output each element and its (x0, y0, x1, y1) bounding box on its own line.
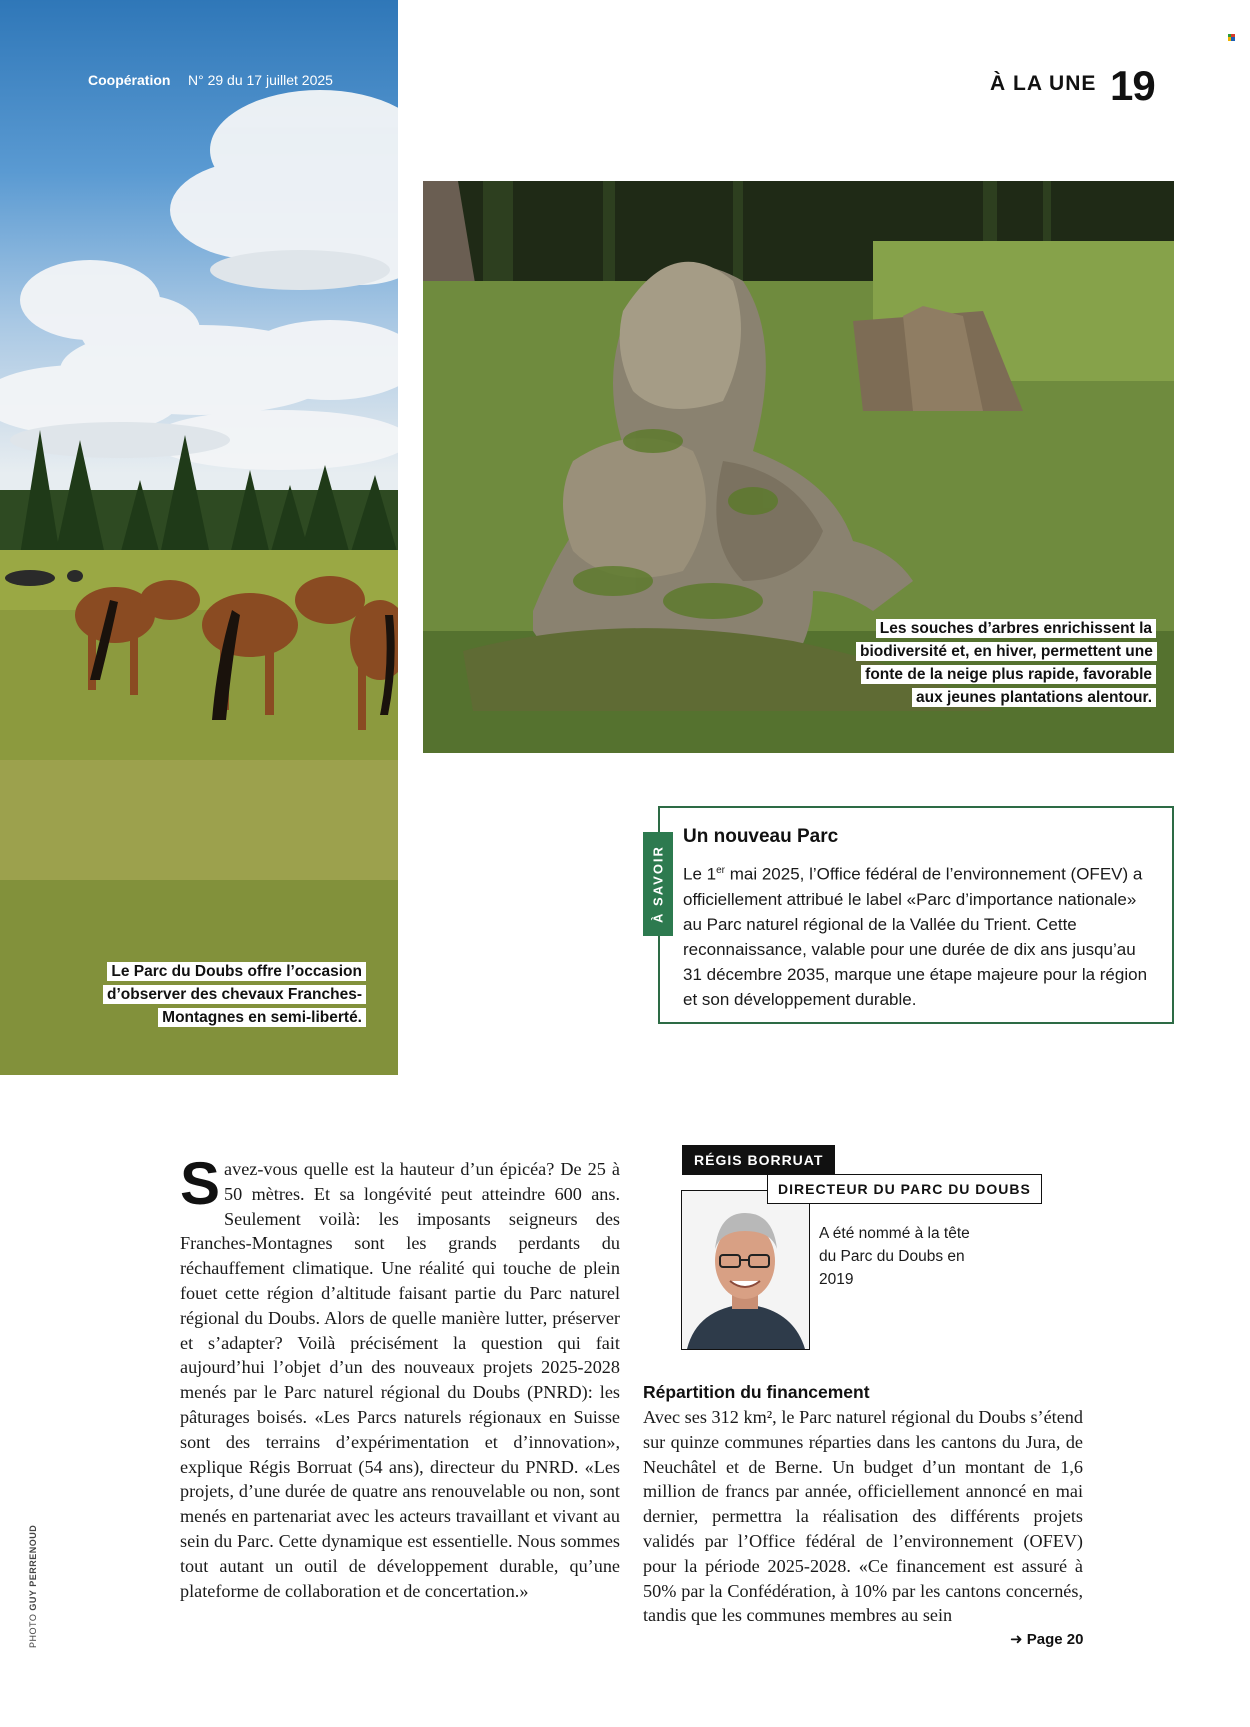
portrait-illustration (682, 1191, 809, 1349)
article-column-2: Avec ses 312 km², le Parc naturel régional du Doubs s’étend sur quinze communes réparties dans les cantons du Jura, de Neuchâtel et de Berne. Un budget d’un montant de 1,6 million de francs par année, officiellement annoncé en mai dernier, permettra la réalisation des différents projets validés par l’Office fédéral de l’environnement (OFEV) pour la période 2025-2028. «Ce financement est assuré à 50% par la Confédération, à 10% par les cantons concernés, tandis que les communes membres au sein (643, 1407, 1083, 1626)
magazine-name: Coopération (88, 72, 171, 88)
photo-credit (28, 1525, 38, 1648)
person-name: RÉGIS BORRUAT (682, 1145, 835, 1175)
info-box-text: mai 2025, l’Office fédéral de l’environnement (OFEV) a officiellement attribué le label «Parc d’importance nationale» au Parc naturel régional de la Vallée du Trient. Cette reconnaissance, valable pour une durée de dix ans jusqu’au 31 décembre 2035, marque une étape majeure pour la région et son développement durable. (683, 864, 1148, 1009)
issue-date: N° 29 du 17 juillet 2025 (188, 72, 333, 88)
info-box-day: Le 1 (683, 864, 717, 884)
info-box-title: Un nouveau Parc (683, 826, 839, 847)
article-col1-text: avez-vous quelle est la hauteur d’un épicéa? De 25 à 50 mètres. Et sa longévité peut atteindre 600 ans. Seulement voilà: les imposants seigneurs des Franches-Montagnes sont les grands perdants du réchauffement climatique. Une réalité qui touche de plein fouet cette région d’altitude faisant partie du Parc naturel régional du Doubs. Alors de quelle manière lutter, préserver et s’adapter? Voilà précisément la question qui fait aujourd’hui l’objet d’un des nouveaux projets 2025-2028 menés par le Parc naturel régional du Doubs (PNRD): les pâturages boisés. «Les Parcs naturels régionaux en Suisse sont des terrains d’expérimentation et d’innovation», explique Régis Borruat (54 ans), directeur du PNRD. «Les projets, d’une durée de quatre ans renouvelable ou non, sont menés en partenariat avec les acteurs travaillant et vivant au sein du Parc. Cette dynamique est essentielle. Nous sommes tout autant un outil de développement durable, qu’une plateforme de collaboration et de concertation.» (180, 1159, 620, 1601)
info-box-tab (643, 832, 673, 936)
section-heading: Répartition du financement (643, 1382, 870, 1402)
photo-credit-label: PHOTO (28, 1613, 38, 1648)
person-bio: A été nommé à la tête du Parc du Doubs en 2019 (819, 1225, 970, 1288)
info-box-tab-label: À SAVOIR (650, 845, 666, 923)
photo-credit-name: GUY PERRENOUD (28, 1524, 38, 1611)
horses-caption (100, 960, 366, 1029)
stump-caption (856, 617, 1156, 709)
horses-photo-illustration (0, 0, 398, 1075)
color-mark-icon (1228, 34, 1235, 41)
info-box-body (683, 858, 1158, 1012)
horses-photo (0, 0, 398, 1075)
stump-caption-text: Les souches d’arbres enrichissent la biodiversité et, en hiver, permettent une fonte de la neige plus rapide, favorable aux jeunes plantations alentour. (856, 619, 1157, 707)
horses-caption-text: Le Parc du Doubs offre l’occasion d’observer des chevaux Franches-Montagnes en semi-liberté. (103, 962, 366, 1027)
section-rubrique: À LA UNE (990, 72, 1097, 95)
page-number: 19 (1110, 62, 1155, 109)
info-box-day-sup: er (716, 865, 725, 876)
portrait-photo (681, 1190, 810, 1350)
drop-cap: S (180, 1150, 221, 1217)
person-role: DIRECTEUR DU PARC DU DOUBS (767, 1174, 1042, 1204)
continue-link[interactable]: ➜ Page 20 (1010, 1631, 1084, 1648)
article-column-1 (180, 1150, 620, 1603)
